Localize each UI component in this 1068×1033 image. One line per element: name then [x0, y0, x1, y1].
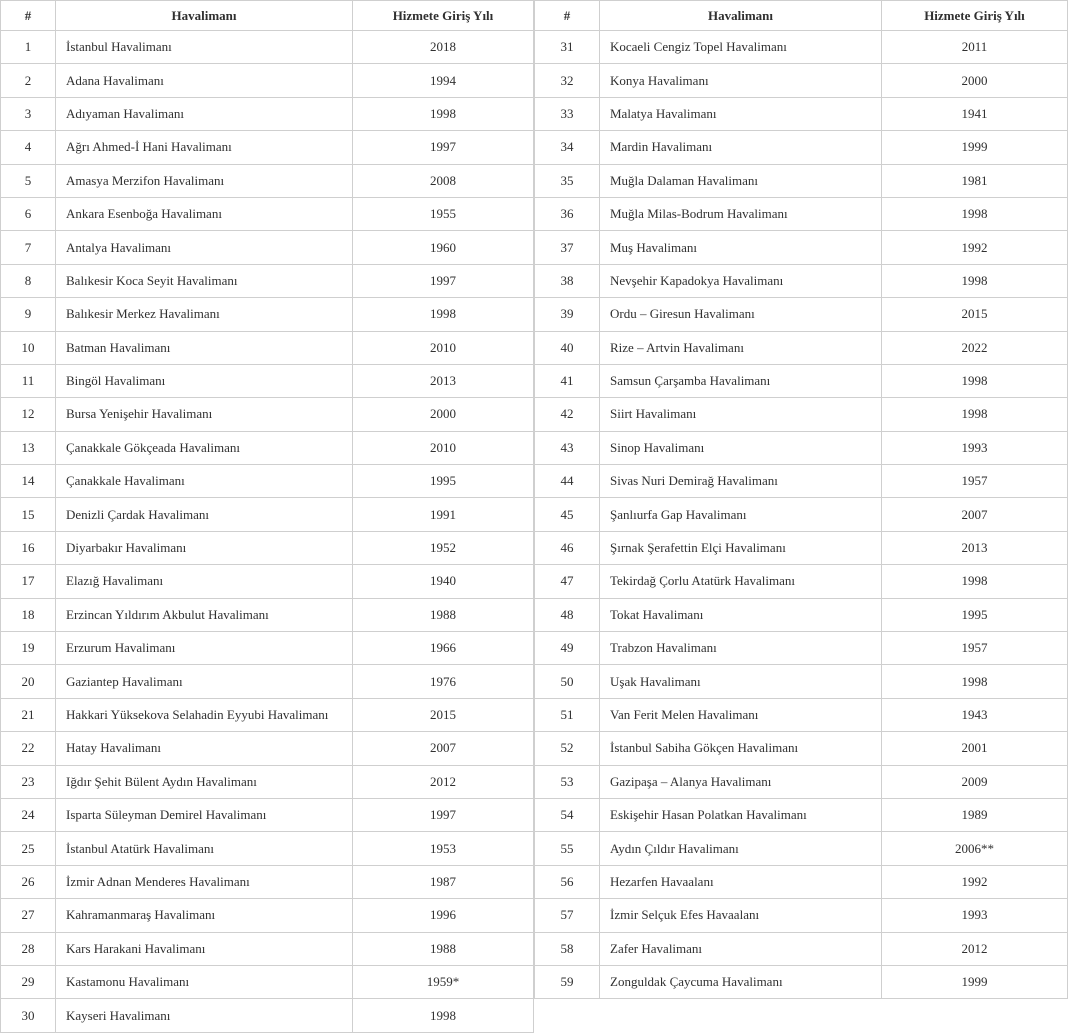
row-number: 17	[1, 565, 56, 598]
service-year: 1955	[353, 197, 534, 230]
service-year: 1976	[353, 665, 534, 698]
service-year: 1998	[882, 398, 1068, 431]
row-number: 58	[535, 932, 600, 965]
airport-name: Iğdır Şehit Bülent Aydın Havalimanı	[56, 765, 353, 798]
airport-name: Şanlıurfa Gap Havalimanı	[600, 498, 882, 531]
airport-name: Denizli Çardak Havalimanı	[56, 498, 353, 531]
table-row	[535, 431, 1068, 464]
row-number: 10	[1, 331, 56, 364]
row-number: 13	[1, 431, 56, 464]
table-row	[535, 565, 1068, 598]
row-number: 19	[1, 632, 56, 665]
table-row	[1, 698, 534, 731]
table-row	[535, 364, 1068, 397]
row-number: 55	[535, 832, 600, 865]
table-row	[535, 31, 1068, 64]
table-row	[535, 865, 1068, 898]
table-row	[535, 932, 1068, 965]
table-row	[1, 865, 534, 898]
airport-name: Hezarfen Havaalanı	[600, 865, 882, 898]
service-year: 1957	[882, 465, 1068, 498]
service-year: 1940	[353, 565, 534, 598]
table-row	[535, 598, 1068, 631]
column-header-number: #	[535, 1, 600, 31]
row-number: 22	[1, 732, 56, 765]
service-year: 2012	[353, 765, 534, 798]
column-header-airport: Havalimanı	[600, 1, 882, 31]
service-year: 2011	[882, 31, 1068, 64]
airport-name: Ordu – Giresun Havalimanı	[600, 298, 882, 331]
airport-name: Van Ferit Melen Havalimanı	[600, 698, 882, 731]
table-row	[535, 698, 1068, 731]
table-row	[1, 632, 534, 665]
airport-name: Erzurum Havalimanı	[56, 632, 353, 665]
airport-name: İzmir Adnan Menderes Havalimanı	[56, 865, 353, 898]
row-number: 23	[1, 765, 56, 798]
table-row	[535, 398, 1068, 431]
table-body-left	[1, 31, 534, 1033]
airport-name: Kayseri Havalimanı	[56, 999, 353, 1032]
table-row	[535, 298, 1068, 331]
airport-name: Malatya Havalimanı	[600, 97, 882, 130]
service-year: 2013	[882, 531, 1068, 564]
row-number: 38	[535, 264, 600, 297]
row-number: 34	[535, 131, 600, 164]
airport-name: Elazığ Havalimanı	[56, 565, 353, 598]
airport-name: Adıyaman Havalimanı	[56, 97, 353, 130]
airport-name: Tokat Havalimanı	[600, 598, 882, 631]
row-number: 4	[1, 131, 56, 164]
airport-name: Hakkari Yüksekova Selahadin Eyyubi Havalimanı	[56, 698, 353, 731]
service-year: 2015	[882, 298, 1068, 331]
airport-name: Konya Havalimanı	[600, 64, 882, 97]
table-row	[535, 465, 1068, 498]
service-year: 1953	[353, 832, 534, 865]
row-number: 33	[535, 97, 600, 130]
row-number: 50	[535, 665, 600, 698]
airport-name: Aydın Çıldır Havalimanı	[600, 832, 882, 865]
airport-name: Eskişehir Hasan Polatkan Havalimanı	[600, 798, 882, 831]
table-row	[535, 97, 1068, 130]
row-number: 20	[1, 665, 56, 698]
service-year: 1988	[353, 932, 534, 965]
airport-name: Amasya Merzifon Havalimanı	[56, 164, 353, 197]
service-year: 1998	[353, 97, 534, 130]
table-row	[1, 164, 534, 197]
table-row	[1, 64, 534, 97]
column-header-number: #	[1, 1, 56, 31]
airport-name: Nevşehir Kapadokya Havalimanı	[600, 264, 882, 297]
table-row	[535, 197, 1068, 230]
service-year: 1987	[353, 865, 534, 898]
service-year: 2018	[353, 31, 534, 64]
table-row	[535, 498, 1068, 531]
airport-name: Balıkesir Koca Seyit Havalimanı	[56, 264, 353, 297]
airport-name: Uşak Havalimanı	[600, 665, 882, 698]
service-year: 2022	[882, 331, 1068, 364]
airport-name: Mardin Havalimanı	[600, 131, 882, 164]
table-row	[1, 798, 534, 831]
table-row	[1, 899, 534, 932]
service-year: 1997	[353, 131, 534, 164]
row-number: 12	[1, 398, 56, 431]
airport-name: Sivas Nuri Demirağ Havalimanı	[600, 465, 882, 498]
row-number: 36	[535, 197, 600, 230]
airports-table-right	[534, 0, 1068, 999]
row-number: 11	[1, 364, 56, 397]
row-number: 29	[1, 965, 56, 998]
service-year: 1992	[882, 231, 1068, 264]
service-year: 1981	[882, 164, 1068, 197]
service-year: 2012	[882, 932, 1068, 965]
service-year: 2013	[353, 364, 534, 397]
row-number: 45	[535, 498, 600, 531]
row-number: 42	[535, 398, 600, 431]
row-number: 47	[535, 565, 600, 598]
service-year: 2010	[353, 431, 534, 464]
service-year: 1957	[882, 632, 1068, 665]
service-year: 2010	[353, 331, 534, 364]
header-row	[1, 1, 534, 31]
table-row	[1, 999, 534, 1032]
service-year: 2000	[882, 64, 1068, 97]
table-row	[535, 899, 1068, 932]
airport-name: Ankara Esenboğa Havalimanı	[56, 197, 353, 230]
row-number: 6	[1, 197, 56, 230]
row-number: 24	[1, 798, 56, 831]
row-number: 8	[1, 264, 56, 297]
table-row	[535, 64, 1068, 97]
row-number: 3	[1, 97, 56, 130]
table-row	[1, 531, 534, 564]
airport-name: Gazipaşa – Alanya Havalimanı	[600, 765, 882, 798]
airport-name: Adana Havalimanı	[56, 64, 353, 97]
service-year: 1998	[353, 298, 534, 331]
service-year: 1941	[882, 97, 1068, 130]
table-body-right	[535, 31, 1068, 999]
service-year: 1999	[882, 965, 1068, 998]
row-number: 35	[535, 164, 600, 197]
airport-name: Ağrı Ahmed-İ Hani Havalimanı	[56, 131, 353, 164]
service-year: 1966	[353, 632, 534, 665]
service-year: 1992	[882, 865, 1068, 898]
table-row	[1, 965, 534, 998]
airport-name: Antalya Havalimanı	[56, 231, 353, 264]
row-number: 51	[535, 698, 600, 731]
airport-name: Kahramanmaraş Havalimanı	[56, 899, 353, 932]
row-number: 41	[535, 364, 600, 397]
service-year: 2009	[882, 765, 1068, 798]
airport-name: Tekirdağ Çorlu Atatürk Havalimanı	[600, 565, 882, 598]
table-row	[1, 298, 534, 331]
airport-name: Bingöl Havalimanı	[56, 364, 353, 397]
airport-name: İstanbul Sabiha Gökçen Havalimanı	[600, 732, 882, 765]
table-row	[1, 498, 534, 531]
row-number: 46	[535, 531, 600, 564]
row-number: 44	[535, 465, 600, 498]
service-year: 1988	[353, 598, 534, 631]
service-year: 2015	[353, 698, 534, 731]
service-year: 1998	[882, 364, 1068, 397]
row-number: 28	[1, 932, 56, 965]
table-header-right	[535, 1, 1068, 31]
airport-name: Zonguldak Çaycuma Havalimanı	[600, 965, 882, 998]
airport-name: Kars Harakani Havalimanı	[56, 932, 353, 965]
row-number: 27	[1, 899, 56, 932]
table-row	[535, 765, 1068, 798]
row-number: 52	[535, 732, 600, 765]
service-year: 1991	[353, 498, 534, 531]
row-number: 57	[535, 899, 600, 932]
row-number: 30	[1, 999, 56, 1032]
table-row	[1, 331, 534, 364]
service-year: 2001	[882, 732, 1068, 765]
service-year: 1998	[353, 999, 534, 1032]
row-number: 14	[1, 465, 56, 498]
table-row	[1, 398, 534, 431]
table-row	[535, 331, 1068, 364]
service-year: 2007	[353, 732, 534, 765]
service-year: 1998	[882, 565, 1068, 598]
airport-name: Çanakkale Havalimanı	[56, 465, 353, 498]
service-year: 1995	[882, 598, 1068, 631]
airport-name: Rize – Artvin Havalimanı	[600, 331, 882, 364]
row-number: 31	[535, 31, 600, 64]
airport-name: Hatay Havalimanı	[56, 732, 353, 765]
table-row	[535, 231, 1068, 264]
table-row	[535, 965, 1068, 998]
row-number: 9	[1, 298, 56, 331]
row-number: 39	[535, 298, 600, 331]
airport-name: Isparta Süleyman Demirel Havalimanı	[56, 798, 353, 831]
service-year: 1997	[353, 798, 534, 831]
row-number: 48	[535, 598, 600, 631]
service-year: 1952	[353, 531, 534, 564]
row-number: 56	[535, 865, 600, 898]
table-row	[535, 164, 1068, 197]
airport-name: Siirt Havalimanı	[600, 398, 882, 431]
table-row	[1, 364, 534, 397]
airport-name: Muğla Dalaman Havalimanı	[600, 164, 882, 197]
row-number: 5	[1, 164, 56, 197]
row-number: 37	[535, 231, 600, 264]
row-number: 53	[535, 765, 600, 798]
row-number: 1	[1, 31, 56, 64]
service-year: 1989	[882, 798, 1068, 831]
row-number: 54	[535, 798, 600, 831]
table-row	[1, 565, 534, 598]
service-year: 2007	[882, 498, 1068, 531]
table-header-left	[1, 1, 534, 31]
service-year: 1943	[882, 698, 1068, 731]
airport-name: Sinop Havalimanı	[600, 431, 882, 464]
airport-name: Kastamonu Havalimanı	[56, 965, 353, 998]
row-number: 32	[535, 64, 600, 97]
airport-name: Zafer Havalimanı	[600, 932, 882, 965]
service-year: 1993	[882, 899, 1068, 932]
airport-name: İstanbul Havalimanı	[56, 31, 353, 64]
table-row	[1, 31, 534, 64]
table-row	[535, 531, 1068, 564]
column-header-service-year: Hizmete Giriş Yılı	[882, 1, 1068, 31]
table-row	[535, 832, 1068, 865]
service-year: 1959*	[353, 965, 534, 998]
airport-name: Trabzon Havalimanı	[600, 632, 882, 665]
table-row	[1, 732, 534, 765]
row-number: 49	[535, 632, 600, 665]
table-row	[1, 197, 534, 230]
row-number: 43	[535, 431, 600, 464]
table-row	[535, 665, 1068, 698]
airport-name: Şırnak Şerafettin Elçi Havalimanı	[600, 531, 882, 564]
table-row	[1, 431, 534, 464]
table-row	[1, 932, 534, 965]
table-row	[1, 264, 534, 297]
row-number: 25	[1, 832, 56, 865]
table-row	[1, 97, 534, 130]
airport-name: Muğla Milas-Bodrum Havalimanı	[600, 197, 882, 230]
table-row	[1, 665, 534, 698]
service-year: 1960	[353, 231, 534, 264]
service-year: 1995	[353, 465, 534, 498]
airport-name: Bursa Yenişehir Havalimanı	[56, 398, 353, 431]
table-row	[1, 598, 534, 631]
airport-name: Diyarbakır Havalimanı	[56, 531, 353, 564]
service-year: 1997	[353, 264, 534, 297]
table-row	[535, 131, 1068, 164]
table-row	[1, 131, 534, 164]
service-year: 1993	[882, 431, 1068, 464]
table-row	[1, 231, 534, 264]
airport-name: İzmir Selçuk Efes Havaalanı	[600, 899, 882, 932]
table-row	[535, 732, 1068, 765]
row-number: 7	[1, 231, 56, 264]
row-number: 59	[535, 965, 600, 998]
service-year: 1999	[882, 131, 1068, 164]
airport-name: Çanakkale Gökçeada Havalimanı	[56, 431, 353, 464]
row-number: 40	[535, 331, 600, 364]
airport-name: Gaziantep Havalimanı	[56, 665, 353, 698]
service-year: 1998	[882, 665, 1068, 698]
row-number: 2	[1, 64, 56, 97]
row-number: 18	[1, 598, 56, 631]
service-year: 1996	[353, 899, 534, 932]
table-row	[1, 765, 534, 798]
table-row	[535, 632, 1068, 665]
row-number: 21	[1, 698, 56, 731]
service-year: 2008	[353, 164, 534, 197]
column-header-airport: Havalimanı	[56, 1, 353, 31]
service-year: 1994	[353, 64, 534, 97]
airport-name: Balıkesir Merkez Havalimanı	[56, 298, 353, 331]
airport-name: Samsun Çarşamba Havalimanı	[600, 364, 882, 397]
service-year: 2006**	[882, 832, 1068, 865]
column-header-service-year: Hizmete Giriş Yılı	[353, 1, 534, 31]
header-row	[535, 1, 1068, 31]
table-row	[535, 798, 1068, 831]
table-row	[1, 832, 534, 865]
service-year: 1998	[882, 197, 1068, 230]
airport-name: İstanbul Atatürk Havalimanı	[56, 832, 353, 865]
row-number: 16	[1, 531, 56, 564]
airport-name: Kocaeli Cengiz Topel Havalimanı	[600, 31, 882, 64]
table-row	[535, 264, 1068, 297]
row-number: 15	[1, 498, 56, 531]
table-row	[1, 465, 534, 498]
airport-name: Erzincan Yıldırım Akbulut Havalimanı	[56, 598, 353, 631]
airport-name: Muş Havalimanı	[600, 231, 882, 264]
airport-name: Batman Havalimanı	[56, 331, 353, 364]
service-year: 1998	[882, 264, 1068, 297]
service-year: 2000	[353, 398, 534, 431]
row-number: 26	[1, 865, 56, 898]
